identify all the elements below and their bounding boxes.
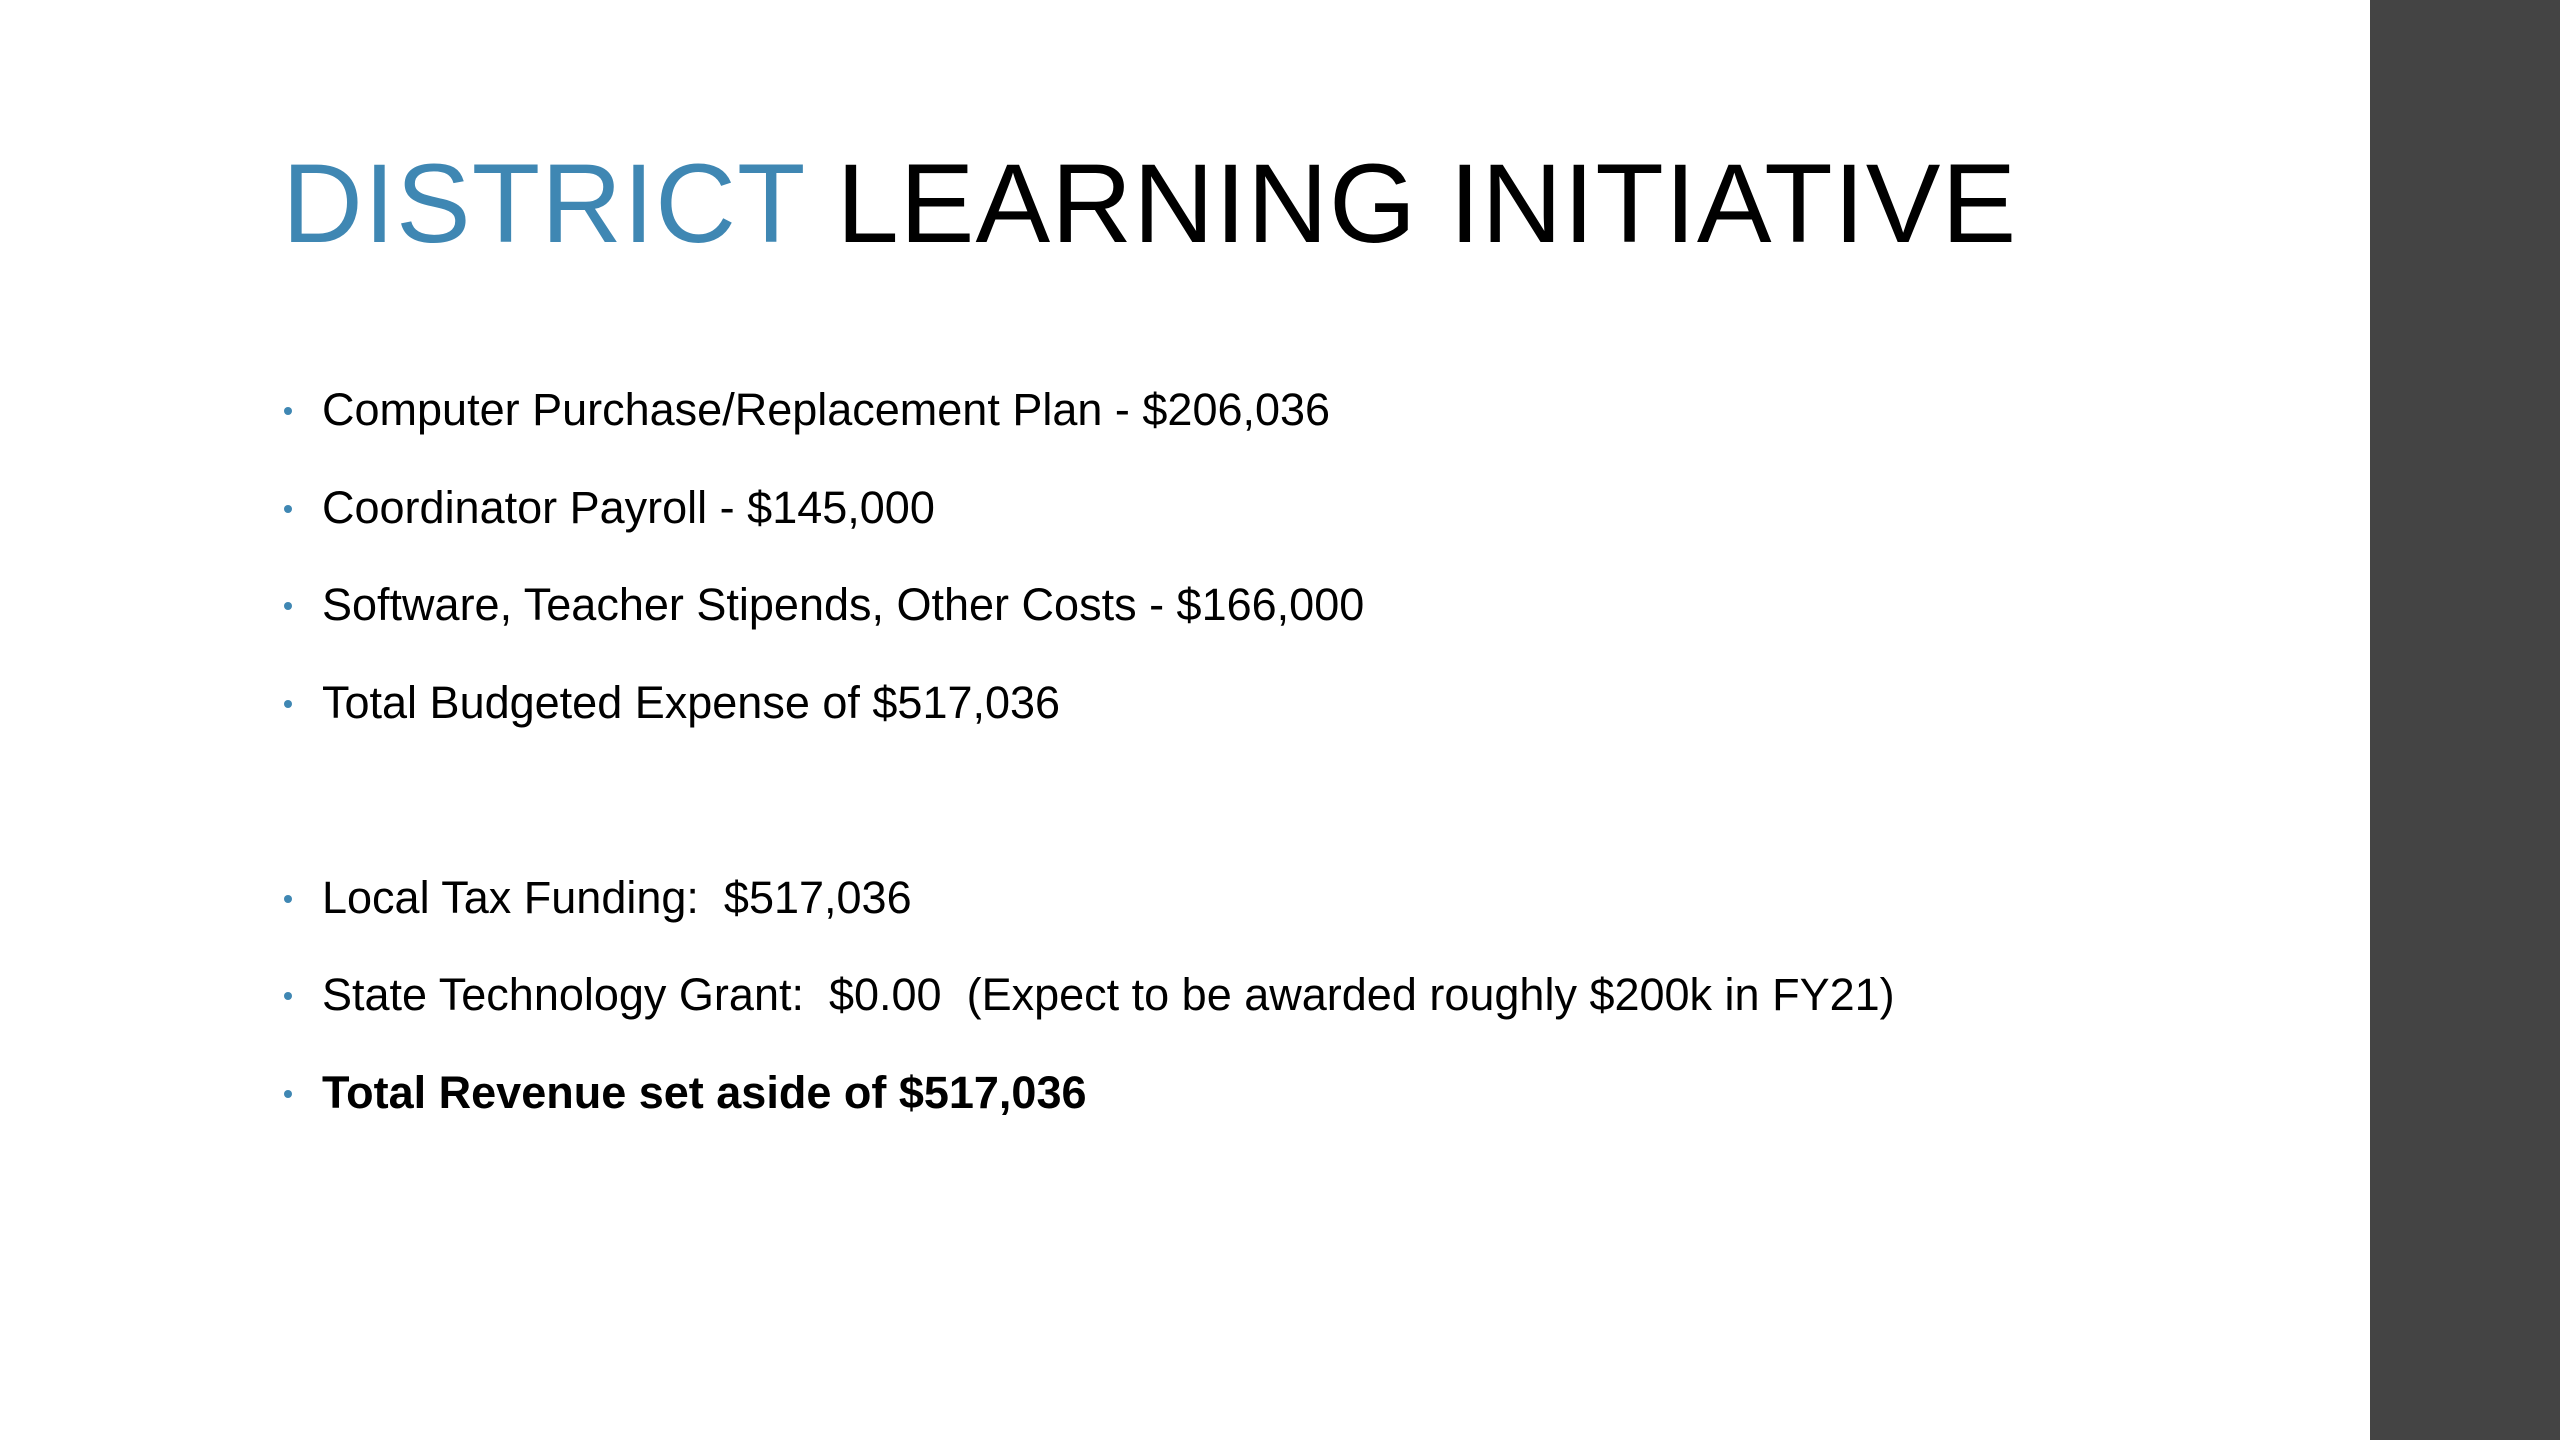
bullet-dot-icon [284, 992, 292, 1000]
bullet-dot-icon [284, 602, 292, 610]
bullet-item [282, 380, 1895, 478]
bullet-list [282, 380, 1895, 1160]
slide-title [282, 141, 2018, 266]
bullet-item [282, 478, 1895, 576]
side-band [2370, 0, 2560, 1440]
bullet-dot-icon [284, 407, 292, 415]
bullet-text: Total Budgeted Expense of $517,036 [322, 676, 1061, 728]
bullet-dot-icon [284, 895, 292, 903]
title-accent: DISTRICT [282, 141, 805, 266]
bullet-text: Coordinator Payroll - $145,000 [322, 481, 935, 533]
bullet-item [282, 1063, 1895, 1161]
bullet-dot-icon [284, 505, 292, 513]
bullet-dot-icon [284, 700, 292, 708]
bullet-item [282, 575, 1895, 673]
title-main: LEARNING INITIATIVE [836, 141, 2018, 266]
bullet-text: Local Tax Funding: $517,036 [322, 871, 912, 923]
bullet-text: Total Revenue set aside of $517,036 [322, 1066, 1087, 1118]
bullet-item [282, 965, 1895, 1063]
bullet-spacer [282, 770, 1895, 868]
bullet-text: State Technology Grant: $0.00 (Expect to be awarded roughly $200k in FY21) [322, 969, 1895, 1020]
bullet-text: Computer Purchase/Replacement Plan - $206,036 [322, 384, 1331, 435]
bullet-dot-icon [284, 1090, 292, 1098]
bullet-item [282, 868, 1895, 966]
bullet-item [282, 673, 1895, 771]
bullet-text: Software, Teacher Stipends, Other Costs - $166,000 [322, 579, 1365, 630]
